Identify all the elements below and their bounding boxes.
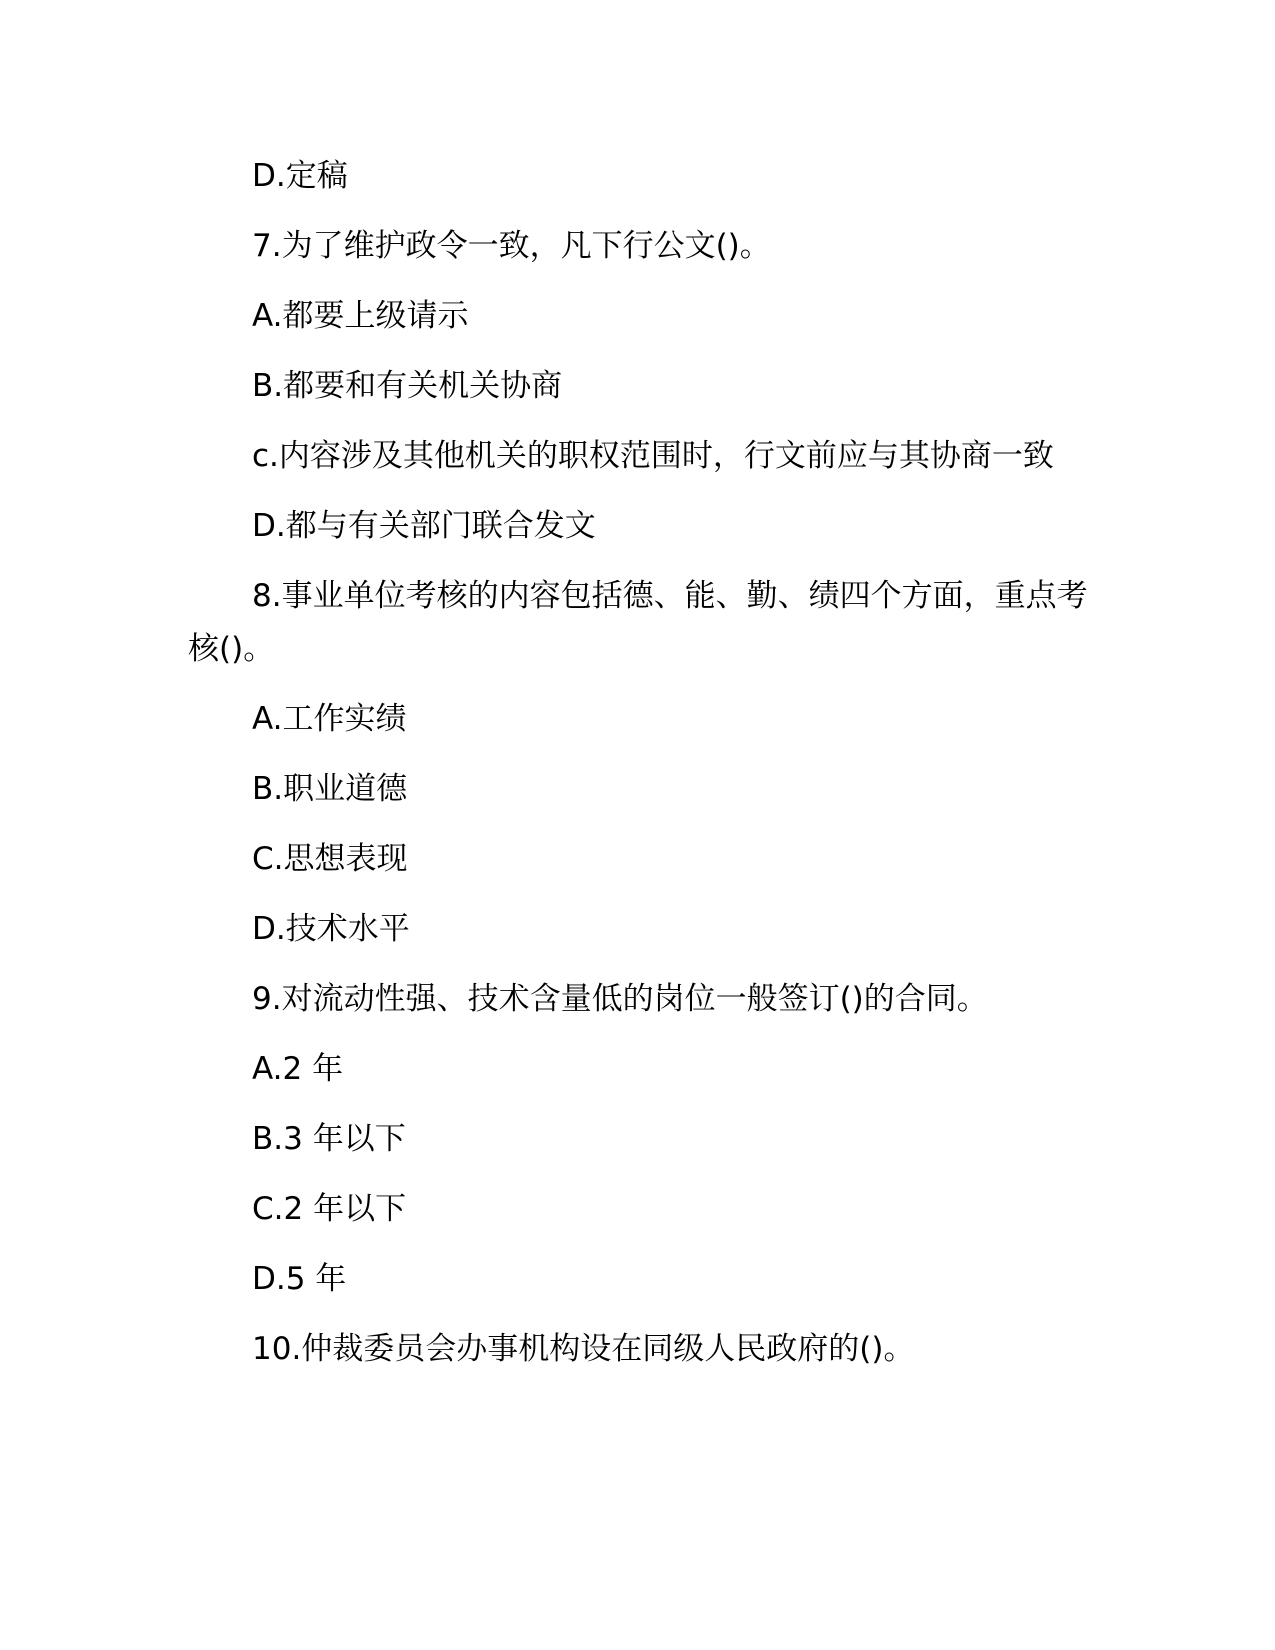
option-q6-d: D.定稿 xyxy=(252,158,348,194)
option-q8-c: C.思想表现 xyxy=(252,841,408,877)
option-q8-a: A.工作实绩 xyxy=(252,701,407,737)
option-q7-c: c.内容涉及其他机关的职权范围时，行文前应与其协商一致 xyxy=(252,438,1054,474)
option-q7-a: A.都要上级请示 xyxy=(252,298,469,334)
option-q9-a: A.2 年 xyxy=(252,1051,344,1087)
option-q7-d: D.都与有关部门联合发文 xyxy=(252,508,596,544)
option-q9-c: C.2 年以下 xyxy=(252,1191,407,1227)
option-q7-b: B.都要和有关机关协商 xyxy=(252,368,563,404)
document-body xyxy=(188,150,1088,1393)
option-q8-d: D.技术水平 xyxy=(252,911,410,947)
option-q9-b: B.3 年以下 xyxy=(252,1121,406,1157)
question-7: 7.为了维护政令一致，凡下行公文()。 xyxy=(252,228,771,264)
question-9: 9.对流动性强、技术含量低的岗位一般签订()的合同。 xyxy=(252,981,988,1017)
option-q8-b: B.职业道德 xyxy=(252,771,408,807)
option-q9-d: D.5 年 xyxy=(252,1261,347,1297)
question-8: 8.事业单位考核的内容包括德、能、勤、绩四个方面，重点考核()。 xyxy=(188,578,1088,667)
question-10: 10.仲裁委员会办事机构设在同级人民政府的()。 xyxy=(252,1331,915,1367)
